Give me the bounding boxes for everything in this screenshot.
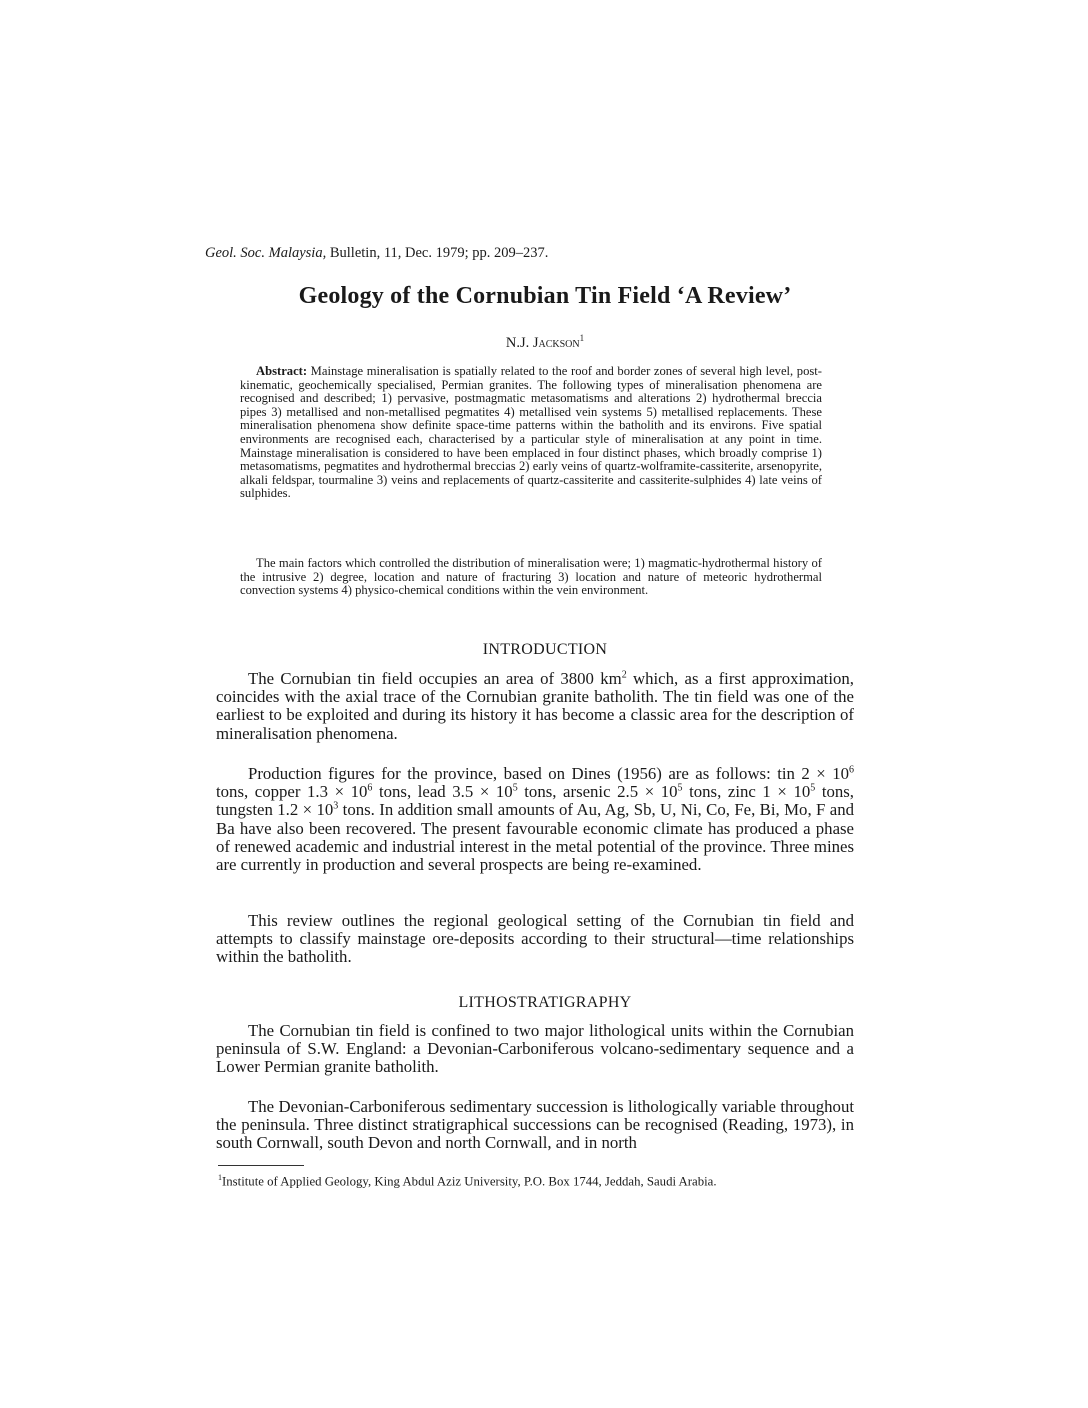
introduction-paragraph-3: This review outlines the regional geological setting of the Cornubian tin field and attempts to classify mainstage ore-deposits according to their structural—time relationships within the batholith. xyxy=(216,911,854,967)
intro-p2-segment: Production figures for the province, based on Dines (1956) are as follows: tin 2 × 10 xyxy=(248,764,849,783)
lithostratigraphy-heading: LITHOSTRATIGRAPHY xyxy=(458,994,632,1011)
abstract-paragraph-1 xyxy=(240,365,822,501)
intro-p1-text-b: which, as a first approximation, coincides with the axial trace of the Cornubian granite batholith. The tin field was one of the earliest to be exploited and during its history it has become a classic area for the description of mineralisation phenomena. xyxy=(216,669,854,743)
exponent: 5 xyxy=(810,782,816,794)
introduction-heading: INTRODUCTION xyxy=(482,641,608,658)
author-surname: Jackson xyxy=(532,334,580,351)
exponent: 5 xyxy=(512,782,518,794)
footnote xyxy=(218,1170,858,1189)
journal-name: Geol. Soc. Malaysia, xyxy=(205,245,327,261)
author-initials: N.J. xyxy=(505,334,533,351)
exponent: 6 xyxy=(849,764,854,776)
intro-p2-segment: tons, arsenic 2.5 × 10 xyxy=(517,782,678,802)
lithostratigraphy-paragraph-1: The Cornubian tin field is confined to two major lithological units within the Cornubian peninsula of S.W. England: a Devonian-Carboniferous volcano-sedimentary sequence and a Lower Permian granite batholith. xyxy=(216,1021,854,1077)
paper-title: Geology of the Cornubian Tin Field ‘A Review’ xyxy=(298,283,792,309)
exponent: 3 xyxy=(333,800,339,812)
footnote-mark: 1 xyxy=(218,1173,222,1182)
footnote-text: Institute of Applied Geology, King Abdul Aziz University, P.O. Box 1744, Jeddah, Saudi Arabia. xyxy=(222,1174,717,1189)
introduction-paragraph-1 xyxy=(216,670,854,743)
intro-p2-segment: tons, copper 1.3 × 10 xyxy=(216,782,368,802)
intro-p2-segment: tons. In addition small amounts of Au, Ag, Sb, U, Ni, Co, Fe, Bi, Mo, F and Ba have also been recovered. The present favourable economic climate has produced a phase of renewed academic and industrial interest in the metal potential of the province. Three mines are currently in production and several prospects are being re-examined. xyxy=(216,800,854,875)
intro-p1-superscript: 2 xyxy=(621,669,627,681)
abstract-text-1: Mainstage mineralisation is spatially related to the roof and border zones of several high level, post-kinematic, geochemically specialised, Permian granites. The following types of mineralisation phenomena are recognised and described; 1) pervasive, postmagmatic metasomatisms and alterations 2) hydrothermal breccia pipes 3) metallised and non-metallised pegmatites 4) metallised vein systems 5) metallised replacements. These mineralisation phenomena show definite space-time patterns within the batholith and its environs. Five spatial environments are recognised each, characterised by a particular style of mineralisation at any point in time. Mainstage mineralisation is considered to have been emplaced in four distinct phases, which broadly comprise 1) metasomatisms, pegmatites and hydrothermal breccias 2) early veins of quartz-wolframite-cassiterite, arsenopyrite, alkali feldspar, tourmaline 3) veins and replacements of quartz-cassiterite and cassiterite-sulphides 4) late veins of sulphides. xyxy=(240,364,822,501)
exponent: 6 xyxy=(367,782,373,794)
intro-p1-text-a: The Cornubian tin field occupies an area of 3800 km xyxy=(248,669,622,688)
lithostratigraphy-paragraph-2: The Devonian-Carboniferous sedimentary succession is lithologically variable throughout the peninsula. Three distinct stratigraphical successions can be recognised (Reading, 1973), in south Cornwall, south Devon and north Cornwall, and in north xyxy=(216,1097,854,1153)
author-affiliation-mark: 1 xyxy=(579,333,585,343)
intro-p2-segment: tons, lead 3.5 × 10 xyxy=(372,782,513,802)
footnote-rule xyxy=(218,1165,304,1166)
citation-details: Bulletin, 11, Dec. 1979; pp. 209–237. xyxy=(326,245,549,261)
intro-p2-segment: tons, tungsten 1.2 × 10 xyxy=(216,782,854,820)
abstract-label: Abstract: xyxy=(256,364,308,378)
intro-p2-segment: tons, zinc 1 × 10 xyxy=(682,782,811,802)
journal-citation xyxy=(205,244,845,262)
author-line xyxy=(200,329,890,352)
abstract-paragraph-2: The main factors which controlled the distribution of mineralisation were; 1) magmatic-hydrothermal history of the intrusive 2) degree, location and nature of fracturing 3) location and nature of meteoric hydrothermal convection systems 4) physico-chemical conditions within the vein environment. xyxy=(240,556,822,598)
exponent: 5 xyxy=(677,782,683,794)
introduction-paragraph-2 xyxy=(216,765,854,874)
